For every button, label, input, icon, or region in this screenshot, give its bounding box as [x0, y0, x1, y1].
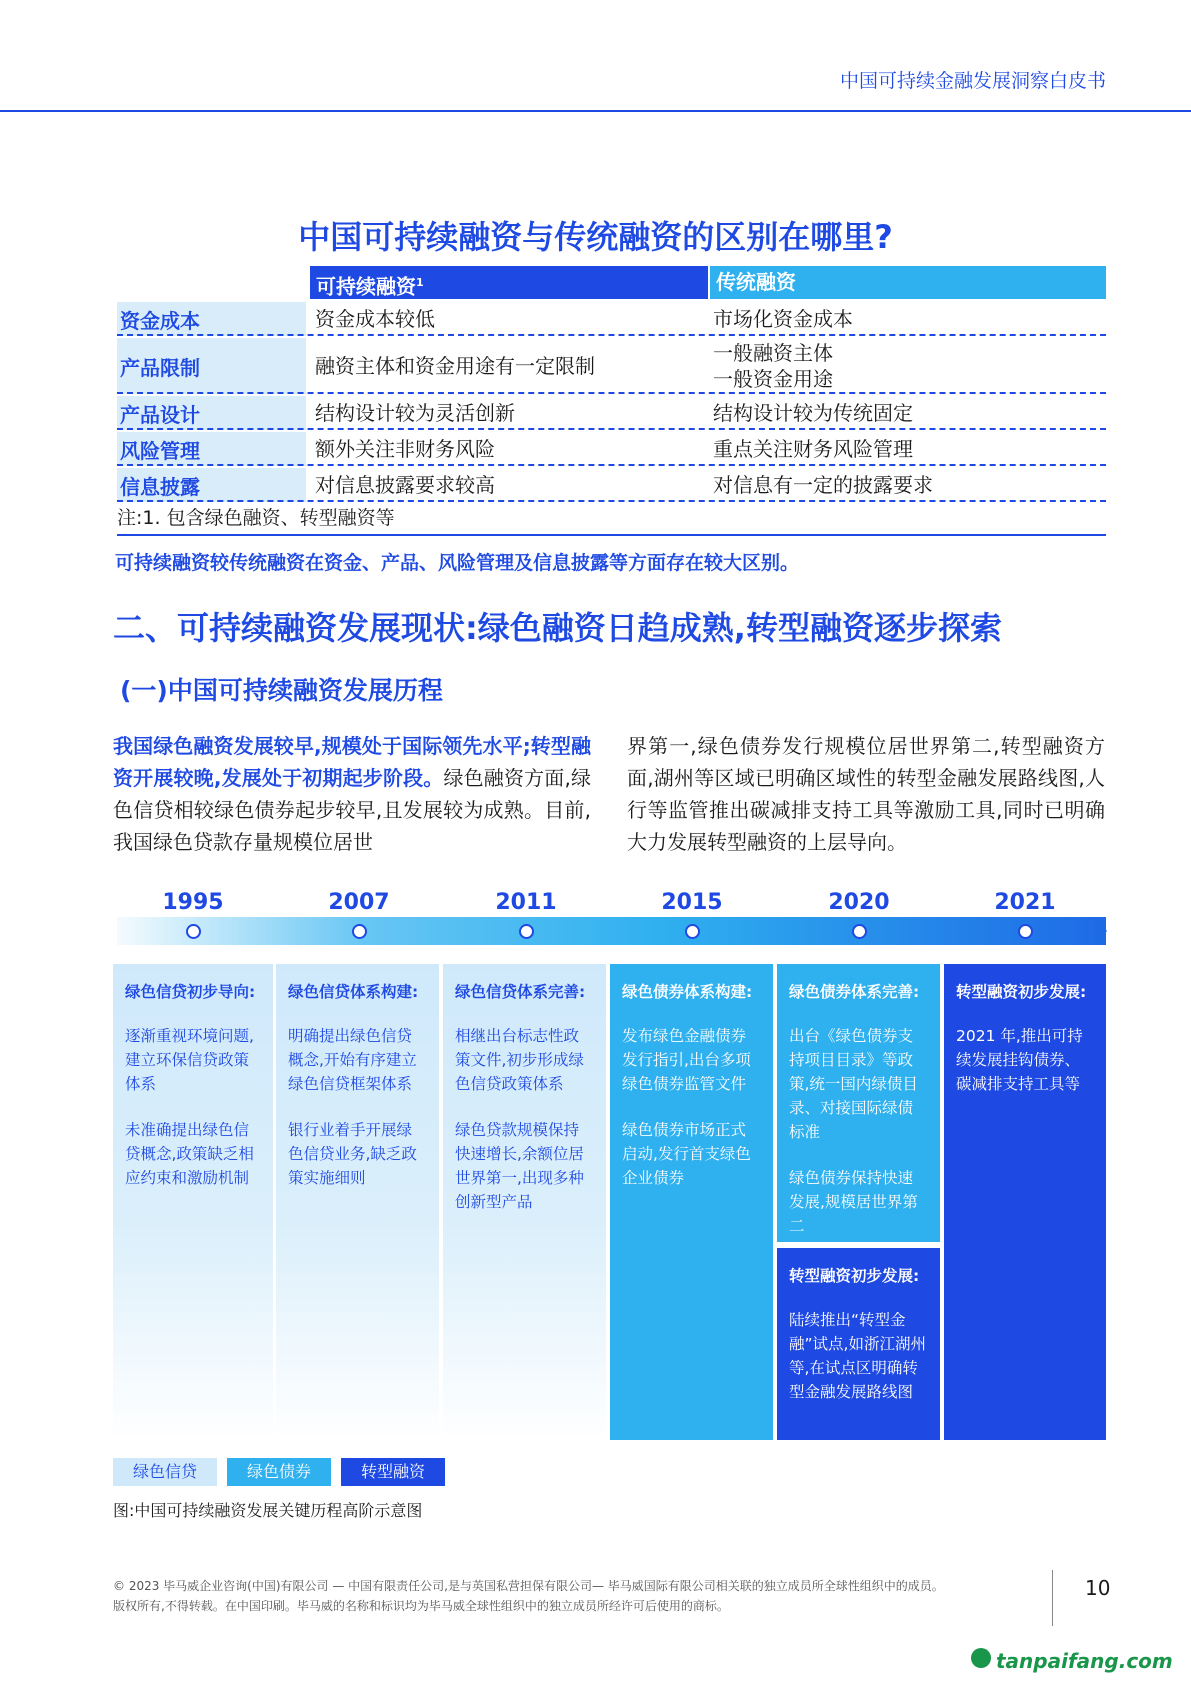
row-traditional-cell: 结构设计较为传统固定	[713, 401, 913, 425]
card-text: 绿色债券保持快速发展,规模居世界第二	[789, 1169, 918, 1235]
card-text: 陆续推出“转型金融”试点,如浙江湖州等,在试点区明确转型金融发展路线图	[789, 1311, 926, 1401]
table-row	[117, 396, 1106, 430]
card-text: 相继出台标志性政策文件,初步形成绿色信贷政策体系	[455, 1027, 584, 1093]
card-title: 转型融资初步发展:	[956, 983, 1087, 1001]
table-header-sustainable: 可持续融资$^1$	[310, 266, 708, 299]
timeline-dot	[352, 924, 367, 939]
timeline-dot	[685, 924, 700, 939]
legend-green-bond: 绿色债券	[227, 1458, 331, 1486]
legend-green-credit: 绿色信贷	[113, 1458, 217, 1486]
subsection-heading: (一)中国可持续融资发展历程	[120, 676, 443, 705]
legend-transition-finance: 转型融资	[341, 1458, 445, 1486]
footer-rights: 版权所有,不得转载。在中国印刷。毕马威的名称和标识均为毕马威全球性组织中的独立成员所经许可后使用的商标。	[113, 1599, 729, 1613]
table-summary: 可持续融资较传统融资在资金、产品、风险管理及信息披露等方面存在较大区别。	[115, 552, 800, 574]
timeline-arrow-band	[117, 917, 1106, 945]
watermark-leaf-icon	[971, 1648, 991, 1668]
timeline-dot	[519, 924, 534, 939]
timeline-arrow-head	[1095, 917, 1107, 945]
table-row	[117, 432, 1106, 466]
row-sustainable-cell: 额外关注非财务风险	[315, 437, 495, 461]
card-text: 未准确提出绿色信贷概念,政策缺乏相应约束和激励机制	[125, 1121, 254, 1187]
card-text: 逐渐重视环境问题,建立环保信贷政策体系	[125, 1027, 254, 1093]
table-header-traditional: 传统融资	[710, 266, 1106, 299]
page-number: 10	[1085, 1576, 1111, 1600]
timeline-year: 1995	[162, 890, 224, 915]
card-title: 转型融资初步发展:	[789, 1267, 920, 1285]
row-label: 产品限制	[117, 338, 306, 394]
cell-line: 一般融资主体	[713, 341, 833, 365]
card-title: 绿色债券体系构建:	[622, 983, 753, 1001]
row-divider	[117, 428, 1106, 430]
body-emphasis: 我国绿色融资发展较早,规模处于国际领先水平;转型融资开展较晚,发展处于初期起步阶段。	[113, 734, 591, 790]
card-text: 2021 年,推出可持续发展挂钩债券、碳减排支持工具等	[956, 1027, 1083, 1093]
row-divider	[117, 464, 1106, 466]
row-sustainable-cell: 融资主体和资金用途有一定限制	[315, 354, 595, 378]
table-title: 中国可持续融资与传统融资的区别在哪里?	[298, 218, 893, 256]
timeline-year: 2007	[328, 890, 390, 915]
timeline-dot	[852, 924, 867, 939]
timeline-dot	[1018, 924, 1033, 939]
card-text: 银行业着手开展绿色信贷业务,缺乏政策实施细则	[288, 1121, 417, 1187]
card-text: 出台《绿色债券支持项目目录》等政策,统一国内绿债目录、对接国际绿债标准	[789, 1027, 918, 1141]
card-title: 绿色信贷体系完善:	[455, 983, 586, 1001]
timeline-dot	[186, 924, 201, 939]
timeline-year: 2015	[661, 890, 723, 915]
row-sustainable-cell: 对信息披露要求较高	[315, 473, 495, 497]
row-sustainable-cell: 资金成本较低	[315, 307, 435, 331]
row-sustainable-cell: 结构设计较为灵活创新	[315, 401, 515, 425]
card-text: 绿色债券市场正式启动,发行首支绿色企业债券	[622, 1121, 751, 1187]
watermark-text: tanpaifang.com	[996, 1649, 1173, 1673]
row-divider	[117, 500, 1106, 502]
row-divider	[117, 392, 1106, 394]
row-label: 风险管理	[117, 432, 306, 466]
timeline-card	[610, 964, 773, 1440]
body-left-column	[113, 730, 591, 858]
row-label: 产品设计	[117, 396, 306, 430]
body-right-column: 界第一,绿色债券发行规模位居世界第二,转型融资方面,湖州等区域已明确区域性的转型金融发展路线图,人行等监管推出碳减排支持工具等激励工具,同时已明确大力发展转型融资的上层导向。	[627, 734, 1105, 854]
timeline-year: 2011	[495, 890, 557, 915]
row-label: 信息披露	[117, 468, 306, 502]
body-text: 绿色融资方面,绿色信贷相较绿色债券起步较早,且发展较为成熟。目前,我国绿色贷款存量规模位居世	[113, 766, 591, 854]
card-title: 绿色债券体系完善:	[789, 983, 920, 1001]
cell-line: 一般资金用途	[713, 367, 833, 391]
timeline-card	[777, 1248, 940, 1440]
row-traditional-cell: 市场化资金成本	[713, 307, 853, 331]
table-note: 注:1. 包含绿色融资、转型融资等	[117, 507, 395, 529]
timeline-year: 2020	[828, 890, 890, 915]
card-title: 绿色信贷初步导向:	[125, 983, 256, 1001]
card-title: 绿色信贷体系构建:	[288, 983, 419, 1001]
table-bottom-rule	[117, 534, 1106, 536]
card-text: 明确提出绿色信贷概念,开始有序建立绿色信贷框架体系	[288, 1027, 417, 1093]
timeline-card	[113, 964, 273, 1440]
row-traditional-cell: 重点关注财务风险管理	[713, 437, 913, 461]
row-label: 资金成本	[117, 302, 306, 336]
timeline-year: 2021	[994, 890, 1056, 915]
card-text: 绿色贷款规模保持快速增长,余额位居世界第一,出现多种创新型产品	[455, 1121, 584, 1211]
section-heading: 二、可持续融资发展现状:绿色融资日趋成熟,转型融资逐步探索	[113, 609, 1002, 647]
figure-caption: 图:中国可持续融资发展关键历程高阶示意图	[113, 1501, 423, 1520]
header-rule	[0, 110, 1191, 112]
timeline-card	[443, 964, 606, 1440]
footer-copyright: © 2023 毕马威企业咨询(中国)有限公司 — 中国有限责任公司,是与英国私营担保有限公司— 毕马威国际有限公司相关联的独立成员所全球性组织中的成员。	[113, 1579, 944, 1593]
row-traditional-cell	[713, 338, 833, 394]
timeline-card	[944, 964, 1106, 1440]
table-row	[117, 468, 1106, 502]
timeline-card	[777, 964, 940, 1242]
timeline-card	[276, 964, 439, 1440]
table-row	[117, 338, 1106, 394]
row-traditional-cell: 对信息有一定的披露要求	[713, 473, 933, 497]
row-divider	[117, 334, 1106, 336]
table-row	[117, 302, 1106, 336]
footer-divider	[1052, 1570, 1053, 1626]
card-text: 发布绿色金融债券发行指引,出台多项绿色债券监管文件	[622, 1027, 751, 1093]
document-header-title: 中国可持续金融发展洞察白皮书	[839, 70, 1106, 92]
